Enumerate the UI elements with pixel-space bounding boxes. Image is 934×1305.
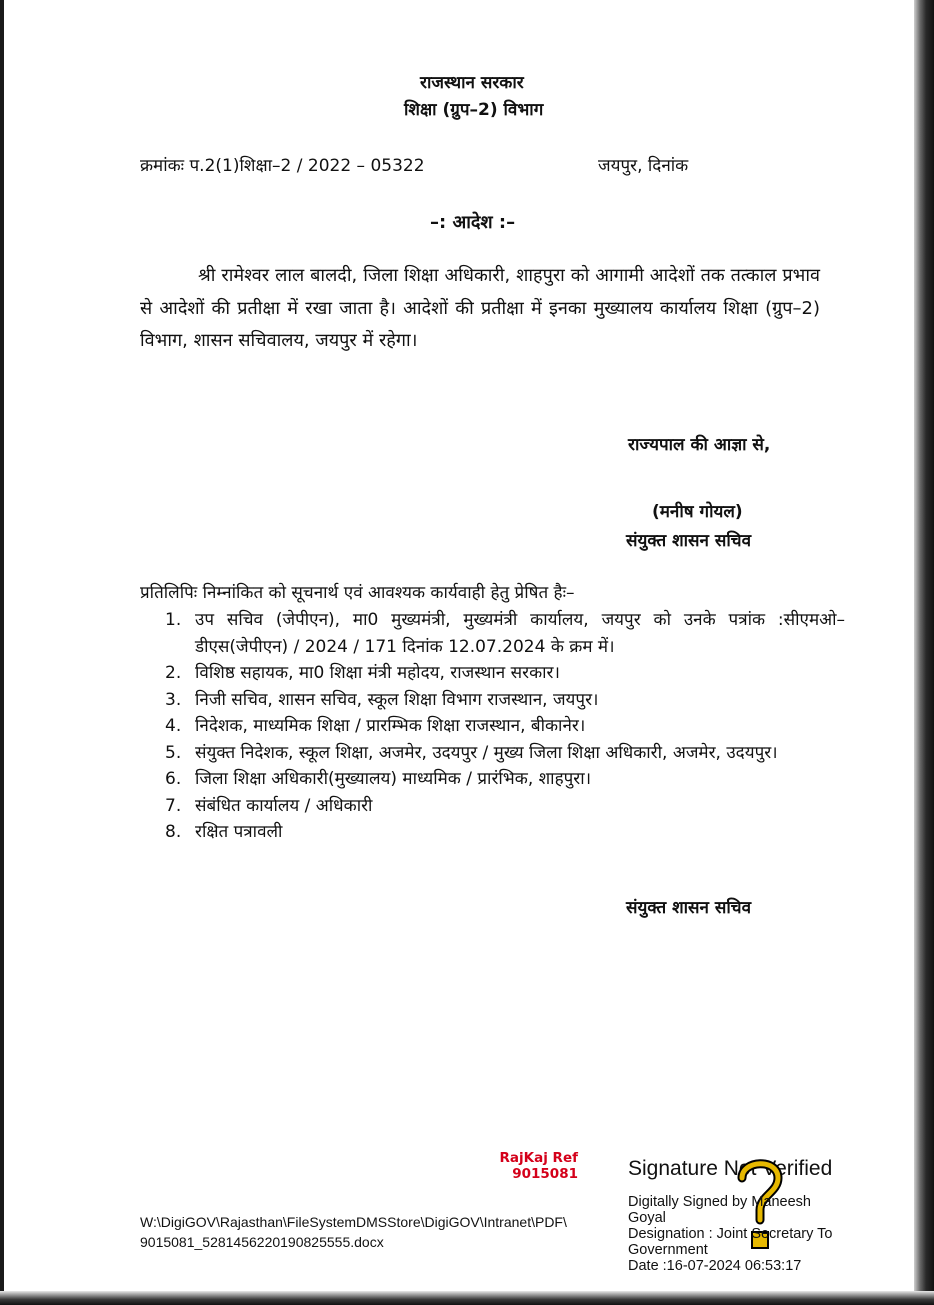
screen-border-right [914, 0, 934, 1305]
list-item-number: 7. [165, 795, 182, 816]
list-item-number: 4. [165, 716, 182, 736]
list-item-number: 5. [165, 742, 182, 763]
list-item-number: 8. [165, 822, 182, 842]
list-item [165, 660, 845, 687]
bottom-designation: संयुक्त शासन सचिव [626, 898, 752, 918]
list-item-text: संबंधित कार्यालय / अधिकारी [195, 795, 373, 816]
list-item [165, 819, 845, 846]
list-item-text: विशिष्ठ सहायक, मा0 शिक्षा मंत्री महोदय, राजस्थान सरकार। [195, 663, 560, 683]
rajkaj-number: 9015081 [512, 1166, 578, 1182]
copy-to-intro: प्रतिलिपिः निम्नांकित को सूचनार्थ एवं आवश्यक कार्यवाही हेतु प्रेषित हैः– [140, 583, 575, 603]
authority-line: राज्यपाल की आज्ञा से, [628, 435, 771, 455]
order-title: –: आदेश :– [430, 212, 516, 233]
place-date: जयपुर, दिनांक [598, 156, 689, 176]
list-item-text: जिला शिक्षा अधिकारी(मुख्यालय) माध्यमिक / प्रारंभिक, शाहपुरा। [195, 769, 592, 789]
rajkaj-label: RajKaj Ref [499, 1150, 578, 1166]
file-path [140, 1212, 567, 1252]
list-item-text: निजी सचिव, शासन सचिव, स्कूल शिक्षा विभाग राजस्थान, जयपुर। [195, 689, 599, 710]
file-path-line1: W:\DigiGOV\Rajasthan\FileSystemDMSStore\DigiGOV\Intranet\PDF\ [140, 1214, 567, 1230]
signature-status: Signature Not Verified [628, 1157, 833, 1180]
list-item [165, 713, 845, 740]
signature-date: Date :16-07-2024 06:53:17 [628, 1258, 802, 1274]
list-item [165, 793, 845, 820]
list-item [165, 740, 845, 767]
file-path-line2: 9015081_5281456220190825555.docx [140, 1234, 384, 1250]
list-item-number: 1. [165, 610, 182, 630]
signed-by-line2: Goyal [628, 1210, 666, 1226]
list-item [165, 766, 845, 793]
signatory-name: (मनीष गोयल) [652, 502, 743, 522]
order-number: क्रमांकः प.2(1)शिक्षा–2 / 2022 – 05322 [140, 156, 425, 176]
signatory-designation: संयुक्त शासन सचिव [626, 531, 752, 551]
list-item [165, 687, 845, 714]
order-body: श्री रामेश्वर लाल बालदी, जिला शिक्षा अधिकारी, शाहपुरा को आगामी आदेशों तक तत्काल प्रभाव से आदेशों की प्रतीक्षा में रखा जाता है। आदेशों की प्रतीक्षा में इनका मुख्यालय कार्यालय शिक्षा (ग्रुप–2) विभाग, शासन सचिवालय, जयपुर में रहेगा। [140, 265, 820, 351]
list-item-number: 6. [165, 769, 182, 789]
list-item-text: उप सचिव (जेपीएन), मा0 मुख्यमंत्री, मुख्यमंत्री कार्यालय, जयपुर को उनके पत्रांक :सीएमओ–डीएस(जेपीएन) / 2024 / 171 दिनांक 12.07.2024 के क्रम में। [195, 610, 845, 657]
government-heading: राजस्थान सरकार [420, 73, 524, 93]
list-item-text: निदेशक, माध्यमिक शिक्षा / प्रारम्भिक शिक्षा राजस्थान, बीकानेर। [195, 716, 586, 736]
list-item [165, 607, 845, 660]
screen-border-bottom [0, 1291, 934, 1305]
designation-line2: Government [628, 1242, 708, 1258]
signed-by-line1: Digitally Signed by Maneesh [628, 1194, 811, 1210]
list-item-number: 2. [165, 663, 182, 683]
list-item-text: संयुक्त निदेशक, स्कूल शिक्षा, अजमेर, उदयपुर / मुख्य जिला शिक्षा अधिकारी, अजमेर, उदयपुर। [195, 742, 778, 763]
department-heading: शिक्षा (ग्रुप–2) विभाग [404, 100, 544, 120]
rajkaj-ref [488, 1150, 578, 1182]
screen-border-left [0, 0, 4, 1305]
list-item-number: 3. [165, 689, 182, 710]
list-item-text: रक्षित पत्रावली [195, 822, 283, 842]
designation-line1: Designation : Joint Secretary To [628, 1226, 833, 1242]
copy-to-list [165, 607, 845, 846]
signature-details [628, 1194, 832, 1274]
